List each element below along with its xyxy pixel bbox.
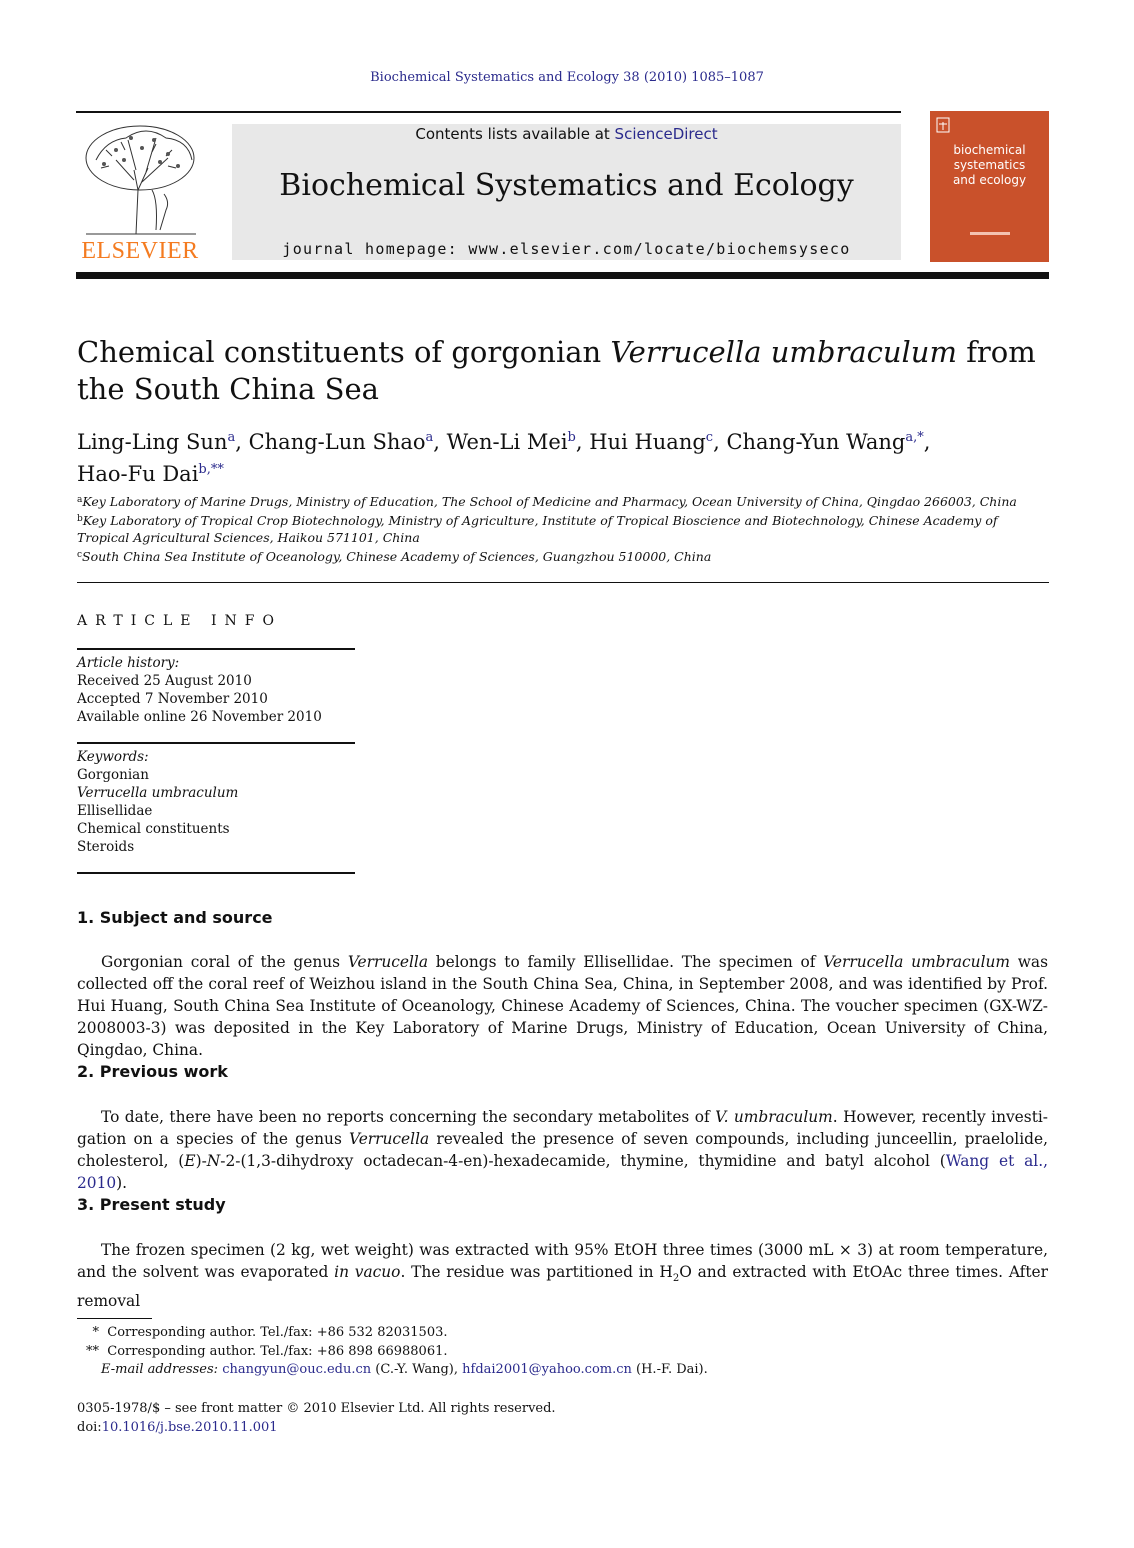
footnote-text: Corresponding author. Tel./fax: +86 532 82031503. [107,1325,448,1340]
online-date: Available online 26 November 2010 [77,709,322,725]
email-owner: (H.-F. Dai). [631,1362,708,1377]
subscript: 2 [672,1273,680,1285]
text-run: Verrucella [347,953,429,971]
text-run: V. umbraculum [715,1108,833,1126]
footnotes [77,1324,977,1380]
journal-homepage[interactable]: journal homepage: www.elsevier.com/locate/biochemsyseco [282,240,851,258]
section-paragraph [77,1239,1048,1312]
text-run: . The residue was partitioned in H [400,1263,673,1281]
text-run: Gorgonian coral of the genus [101,953,348,971]
text-run: in vacuo [334,1263,401,1281]
front-matter [77,1400,777,1437]
journal-citation[interactable]: Biochemical Systematics and Ecology 38 (2010) 1085–1087 [370,70,764,85]
footnote [77,1324,977,1343]
header-top-rule [76,111,901,113]
keyword: Gorgonian [77,767,149,783]
contents-prefix: Contents lists available at [415,125,615,143]
title-part: from the South China Sea [77,335,1036,406]
author-affil-mark[interactable]: a [425,430,434,445]
author-affil-mark[interactable]: c [705,430,714,445]
journal-title: Biochemical Systematics and Ecology [279,168,854,203]
author-affil-mark[interactable]: a,* [905,430,924,445]
doi-label: doi: [77,1419,102,1435]
header-bottom-rule [76,272,1049,279]
footnote-rule [77,1318,152,1319]
section-heading: 1. Subject and source [77,908,273,927]
email-link[interactable]: changyun@ouc.edu.cn [222,1362,372,1377]
keyword: Steroids [77,839,135,855]
text-run: -2-(1,3-dihydroxy octadecan-4-en)-hexadecamide, thymine, thymidine and batyl alcohol ( [220,1152,946,1170]
footnote-emails [77,1361,977,1380]
section-heading: 3. Present study [77,1195,226,1214]
elsevier-logo [76,120,204,268]
author-name: Wen-Li Mei [446,430,568,454]
affiliation-rule [77,582,1049,583]
text-run: ). [116,1174,128,1192]
email-link[interactable]: hfdai2001@yahoo.com.cn [462,1362,632,1377]
keywords-block [77,748,355,856]
section-paragraph [77,951,1048,1061]
copyright-line: 0305-1978/$ – see front matter © 2010 Elsevier Ltd. All rights reserved. [77,1401,556,1416]
history-label: Article history: [77,655,180,671]
info-rule-3 [77,872,355,874]
footnote-mark: ** [86,1343,99,1359]
tree-icon [76,120,204,236]
doi-link[interactable]: 10.1016/j.bse.2010.11.001 [101,1419,278,1435]
article-history [77,654,355,726]
text-run: . However, recently investi-gation on a species of the genus [77,1108,1048,1148]
accepted-date: Accepted 7 November 2010 [77,691,268,707]
author-list: Ling-Ling Sun$^a$, Chang-Lun Shao$^a$, Wen-Li Mei$^b$, Hui Huang$^c$, Chang-Yun Wang$^{a,*}$, Hao-Fu Dai$^{b,**}$ [77,430,931,486]
title-part: Chemical constituents of gorgonian [77,335,611,369]
received-date: Received 25 August 2010 [77,673,252,689]
affiliation-text: South China Sea Institute of Oceanology, Chinese Academy of Sciences, Guangzhou 510000, China [82,548,712,564]
section-paragraph [77,1106,1048,1194]
text-run: E [184,1152,196,1170]
text-run: To date, there have been no reports concerning the secondary metabolites of [101,1108,716,1126]
email-owner: (C.-Y. Wang), [371,1362,463,1377]
cover-text-line: systematics [953,158,1026,172]
author-affil-mark[interactable]: b [567,430,576,445]
cover-logo-icon [936,117,950,133]
affiliation-mark: a [77,495,83,505]
text-run: The frozen specimen (2 kg, wet weight) was extracted with 95% EtOH three times (3000 mL × 3) at room temperature, and the solvent was evaporated [77,1241,1048,1281]
affiliation-text: Key Laboratory of Tropical Crop Biotechnology, Ministry of Agriculture, Institute of Tropical Bioscience and Biotechnology, Chinese Academy of Tropical Agricultural Sciences, Haikou 571101, China [77,512,998,545]
footnote-text: Corresponding author. Tel./fax: +86 898 66988061. [107,1343,448,1359]
journal-cover[interactable] [930,111,1049,262]
cover-text-line: biochemical [953,143,1026,157]
footnote-mark: * [92,1325,99,1340]
section-heading: 2. Previous work [77,1062,228,1081]
info-rule-2 [77,742,355,744]
text-run: Verrucella [349,1130,430,1148]
email-label: E-mail addresses: [101,1362,219,1377]
author-name: Chang-Lun Shao [248,430,426,454]
text-run: revealed the presence of seven compounds, including junceellin, praelolide, cholesterol, ( [77,1130,1049,1170]
info-rule-1 [77,648,355,650]
keyword: Verrucella umbraculum [77,785,239,801]
author-affil-mark[interactable]: b,** [198,462,224,477]
elsevier-wordmark: ELSEVIER [81,238,199,264]
affiliation [77,547,1052,566]
text-run: )- [195,1152,207,1170]
footnote [77,1343,977,1362]
author-name: Hui Huang [589,430,706,454]
author-name: Chang-Yun Wang [726,430,906,454]
keyword: Chemical constituents [77,821,230,837]
affiliation [77,492,1052,511]
text-run: belongs to family Ellisellidae. The specimen of [428,953,824,971]
affiliations [77,492,1052,565]
text-run: N [206,1152,221,1170]
author-name: Hao-Fu Dai [77,462,199,486]
article-info-heading: ARTICLE INFO [77,613,282,629]
cover-text-line: and ecology [952,173,1027,187]
cover-publisher-mark [960,229,1020,239]
affiliation-mark: b [77,513,83,524]
text-run: was collected off the coral reef of Weizhou island in the South China Sea, China, in September 2008, and was identified by Prof. Hui Huang, South China Sea Institute of Oceanology, Chinese Academy of Sciences, China. The voucher specimen (GX-WZ-2008003-3) was deposited in the Key Laboratory of Marine Drugs, Ministry of Education, Ocean University of China, Qingdao, China. [77,953,1048,1059]
affiliation [77,511,1052,547]
sciencedirect-link[interactable]: ScienceDirect [614,125,718,143]
keywords-label: Keywords: [77,749,149,765]
keyword: Ellisellidae [77,803,153,819]
title-species: Verrucella umbraculum [610,335,957,369]
text-run: Verrucella umbraculum [823,953,1011,971]
article-title [77,334,1057,408]
author-name: Ling-Ling Sun [77,430,228,454]
contents-line [232,125,901,143]
text-run: O and extracted with EtOAc three times. After removal [77,1263,1049,1311]
reference-link[interactable]: Wang et al., 2010 [77,1152,1049,1192]
affiliation-mark: c [77,549,83,560]
doi-line [77,1419,777,1438]
affiliation-text: Key Laboratory of Marine Drugs, Ministry of Education, The School of Medicine and Pharmacy, Ocean University of China, Qingdao 266003, China [82,494,1017,509]
author-affil-mark[interactable]: a [227,430,236,445]
